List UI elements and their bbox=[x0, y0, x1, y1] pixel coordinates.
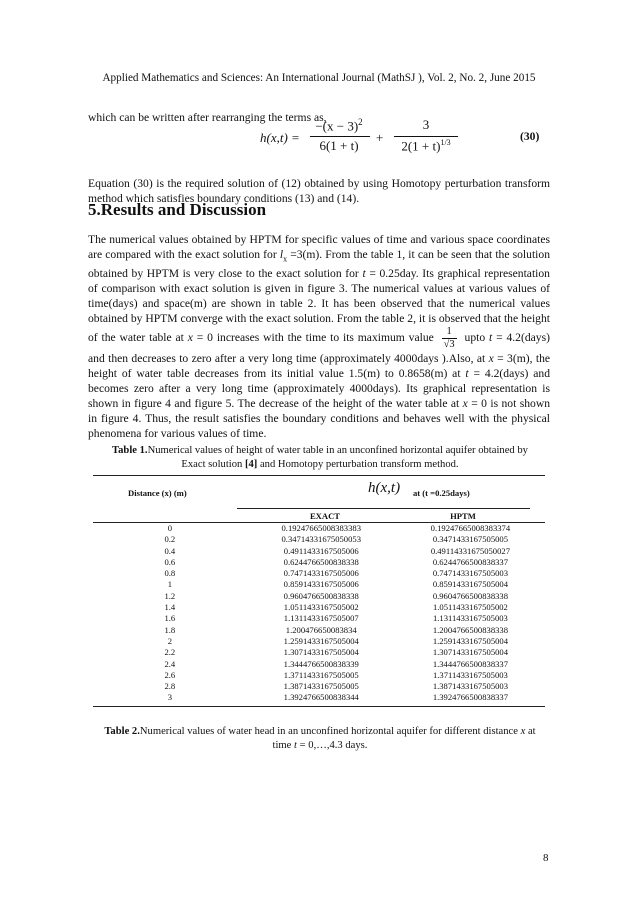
eq-term2-bar bbox=[394, 136, 458, 137]
table-row bbox=[93, 546, 545, 557]
table1-h-label: h(x,t) bbox=[368, 480, 401, 496]
hptm-cell: 1.3924766500838337 bbox=[432, 692, 509, 703]
table-row bbox=[93, 647, 545, 658]
table-row bbox=[93, 534, 545, 545]
table-row bbox=[93, 557, 545, 568]
equation-number: (30) bbox=[520, 130, 540, 143]
table-row bbox=[93, 523, 545, 534]
table1 bbox=[93, 523, 545, 704]
distance-cell: 1.4 bbox=[164, 602, 176, 613]
after-equation-text: Equation (30) is the required solution of (12) obtained by using Homotopy perturbation transform method which satisfies boundary conditions (13) and (14). bbox=[88, 177, 550, 205]
exact-cell: 1.1311433167505007 bbox=[283, 613, 359, 624]
eq-term1-num: $-(x - 3)^2$ bbox=[315, 117, 363, 134]
exact-cell: 0.7471433167505006 bbox=[283, 568, 359, 579]
exact-cell: 1.3871433167505005 bbox=[283, 681, 359, 692]
hptm-cell: 1.0511433167505002 bbox=[432, 602, 508, 613]
table1-top-rule bbox=[93, 475, 545, 476]
distance-cell: 2 bbox=[167, 635, 172, 646]
table1-caption: Table 1.Numerical values of height of water table in an unconfined horizontal aquifer obtained by Exact solution [4] and Homotopy perturbation transform method. bbox=[112, 445, 528, 470]
distance-cell: 2.2 bbox=[164, 647, 176, 658]
exact-cell: 1.3444766500838339 bbox=[283, 658, 359, 669]
hptm-cell: 1.3871433167505003 bbox=[432, 681, 509, 692]
table-row bbox=[93, 591, 545, 602]
exact-cell: 0.6244766500838338 bbox=[283, 556, 359, 567]
journal-header: Applied Mathematics and Sciences: An International Journal (MathSJ ), Vol. 2, No. 2, June 2015 bbox=[102, 72, 536, 84]
hptm-cell: 0.49114331675050027 bbox=[430, 545, 510, 556]
table1-sub-exact: EXACT bbox=[309, 511, 341, 521]
eq-term1-bar bbox=[310, 136, 370, 137]
distance-cell: 3 bbox=[167, 692, 172, 703]
exact-cell: 0.8591433167505006 bbox=[283, 579, 359, 590]
equation-30 bbox=[260, 117, 560, 163]
exact-cell: 0.4911433167505006 bbox=[283, 545, 359, 556]
distance-cell: 1.2 bbox=[164, 590, 176, 601]
table-row bbox=[93, 636, 545, 647]
eq-lhs: h(x,t) = bbox=[260, 130, 300, 145]
table1-col1-header: Distance (x) (m) bbox=[128, 488, 187, 498]
hptm-cell: 1.2591433167505004 bbox=[432, 635, 509, 646]
hptm-cell: 1.3071433167505004 bbox=[432, 647, 509, 658]
distance-cell: 2.6 bbox=[164, 669, 176, 680]
distance-cell: 2.8 bbox=[164, 681, 176, 692]
table-row bbox=[93, 670, 545, 681]
table1-sub-hptm: HPTM bbox=[450, 511, 476, 521]
table-row bbox=[93, 681, 545, 692]
hptm-cell: 0.9604766500838338 bbox=[432, 590, 509, 601]
distance-cell: 0.8 bbox=[164, 568, 176, 579]
hptm-cell: 0.7471433167505003 bbox=[432, 568, 509, 579]
hptm-cell: 0.3471433167505005 bbox=[432, 534, 509, 545]
distance-cell: 0.6 bbox=[164, 556, 176, 567]
hptm-cell: 1.3711433167505003 bbox=[432, 669, 508, 680]
distance-cell: 1.8 bbox=[164, 624, 176, 635]
table2-caption: Table 2.Numerical values of water head in an unconfined horizontal aquifer for different distance x at time t = 0,…,4.3 days. bbox=[104, 726, 536, 751]
eq-term2-den: $2(1 + t)^{1/3}$ bbox=[401, 138, 451, 154]
distance-cell: 2.4 bbox=[164, 658, 176, 669]
table1-h-suffix: at (t =0.25days) bbox=[413, 488, 470, 498]
hptm-cell: 0.8591433167505004 bbox=[432, 579, 509, 590]
hptm-cell: 0.19247665008383374 bbox=[430, 523, 511, 533]
eq-term2-num: 3 bbox=[422, 117, 430, 132]
table1-header-rule bbox=[237, 508, 530, 509]
hptm-cell: 1.2004766500838338 bbox=[432, 624, 509, 635]
hptm-cell: 0.6244766500838337 bbox=[432, 556, 509, 567]
table-row bbox=[93, 568, 545, 579]
exact-cell: 1.3071433167505004 bbox=[283, 647, 359, 658]
table-row bbox=[93, 579, 545, 590]
inline-fraction: $\frac{1}{√3}$ bbox=[443, 326, 455, 351]
table1-bottom-rule bbox=[93, 706, 545, 707]
table-row bbox=[93, 625, 545, 636]
table-row bbox=[93, 659, 545, 670]
eq-term1-den: 6(1 + t) bbox=[319, 138, 359, 153]
exact-cell: 1.0511433167505002 bbox=[283, 602, 359, 613]
distance-cell: 0.4 bbox=[164, 545, 176, 556]
distance-cell: 1 bbox=[167, 579, 172, 590]
exact-cell: 1.2591433167505004 bbox=[283, 635, 359, 646]
exact-cell: 1.3924766500838344 bbox=[283, 692, 359, 703]
exact-cell: 0.34714331675050053 bbox=[281, 534, 361, 545]
hptm-cell: 1.3444766500838337 bbox=[432, 658, 509, 669]
exact-cell: 0.19247665008383383 bbox=[281, 523, 361, 533]
page-number: 8 bbox=[543, 852, 549, 864]
eq-plus: + bbox=[376, 130, 384, 145]
distance-cell: 0 bbox=[167, 523, 172, 533]
table-row bbox=[93, 692, 545, 703]
intro-line: which can be written after rearranging the terms as, bbox=[88, 111, 327, 124]
section-heading: 5.Results and Discussion bbox=[88, 200, 267, 219]
table-row bbox=[93, 613, 545, 624]
table-row bbox=[93, 602, 545, 613]
exact-cell: 0.9604766500838338 bbox=[283, 590, 359, 601]
hptm-cell: 1.1311433167505003 bbox=[432, 613, 508, 624]
distance-cell: 1.6 bbox=[164, 613, 176, 624]
exact-cell: 1.3711433167505005 bbox=[283, 669, 359, 680]
distance-cell: 0.2 bbox=[164, 534, 176, 545]
exact-cell: 1.200476650083834 bbox=[285, 624, 357, 635]
results-paragraph: The numerical values obtained by HPTM for specific values of time and various space coordinates are compared with the exact solution for $l_x =3(m)$. From the table 1, it can be seen that the solution obtained by HPTM is very close to the exact solution for t = 0.25day. Its graphical representation of comparison with exact solution is given in figure 3. The numerical values at various values of time(days) and space(m) are shown in table 2. It has been observed that the numerical values obtained by HPTM converge with the exact solution. From the table 2, it is observed that the height of the water table at x = 0 increases with the time to its maximum value $\frac{1}{√3}$ upto t = 4.2(days) and then decreases to zero after a very long time (approximately 4000days ).Also, at x = 3(m), the height of water table decreases from its initial value 1.5(m) to 0.8658(m) at t = 4.2(days) and becomes zero after a very long time (approximately 4000days). Its graphical representation is shown in figure 4 and figure 5. The decrease of the height of the water table at x = 0 is not shown in figure 4. Thus, the result satisfies the boundary conditions and behaves well with the physical phenomena for various values of time. bbox=[88, 233, 551, 441]
